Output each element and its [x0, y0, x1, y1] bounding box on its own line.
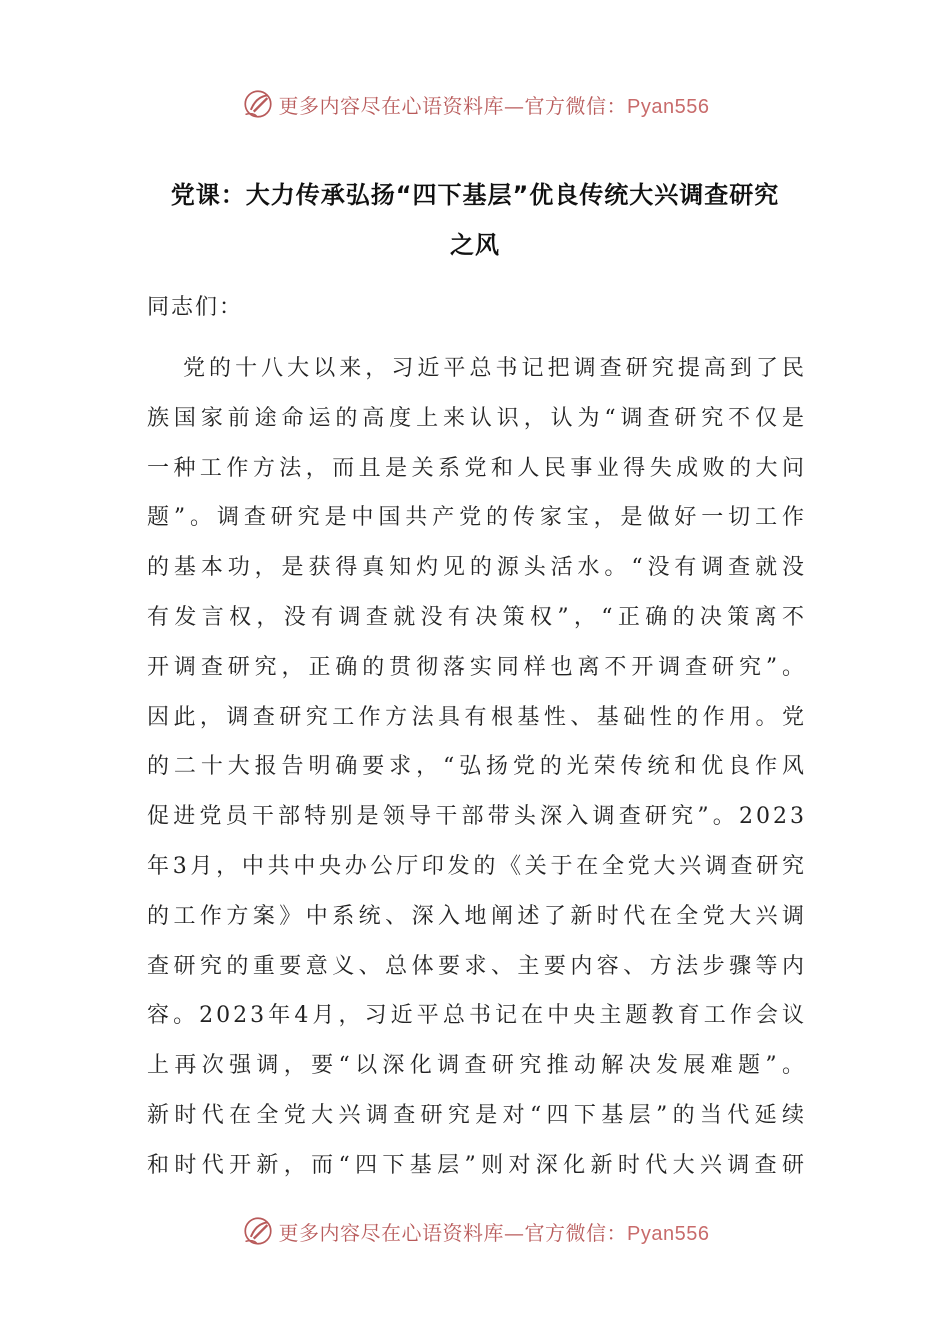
body-line: 一种工作方法，而且是关系党和人民事业得失成败的大问 — [147, 455, 807, 481]
pen-logo-icon — [241, 87, 275, 121]
banner-dash: — — [504, 93, 525, 118]
body-line: 族国家前途命运的高度上来认识，认为“调查研究不仅是 — [147, 405, 807, 431]
wechat-id: Pyan556 — [627, 1222, 710, 1245]
banner-text — [279, 90, 710, 119]
body-line: 促进党员干部特别是领导干部带头深入调查研究”。2023 — [147, 804, 807, 830]
body-line: 题”。调查研究是中国共产党的传家宝，是做好一切工作 — [147, 505, 807, 531]
body-line: 有发言权，没有调查就没有决策权”，“正确的决策离不 — [147, 604, 807, 630]
salutation: 同志们： — [147, 295, 244, 320]
title-line-1: 党课：大力传承弘扬“四下基层”优良传统大兴调查研究 — [170, 181, 780, 209]
banner-text — [279, 1217, 710, 1246]
brand-text: 更多内容尽在心语资料库 — [278, 93, 505, 118]
body-line: 的二十大报告明确要求，“弘扬党的光荣传统和优良作风 — [147, 754, 807, 780]
body-line: 新时代在全党大兴调查研究是对“四下基层”的当代延续 — [147, 1102, 807, 1128]
wechat-label: 官方微信： — [524, 93, 628, 118]
body-line: 容。2023年4月，习近平总书记在中央主题教育工作会议 — [147, 1003, 807, 1029]
header-banner — [0, 82, 950, 126]
body-line: 上再次强调，要“以深化调查研究推动解决发展难题”。 — [147, 1053, 807, 1079]
footer-banner — [0, 1209, 950, 1253]
title-line-2: 之风 — [450, 231, 500, 259]
wechat-label: 官方微信： — [524, 1220, 628, 1245]
body-line: 开调查研究，正确的贯彻落实同样也离不开调查研究”。 — [147, 654, 807, 680]
document-title — [145, 170, 805, 270]
wechat-id: Pyan556 — [627, 95, 710, 118]
body-line: 因此，调查研究工作方法具有根基性、基础性的作用。党 — [147, 704, 807, 730]
brand-text: 更多内容尽在心语资料库 — [278, 1220, 505, 1245]
body-line: 查研究的重要意义、总体要求、主要内容、方法步骤等内 — [147, 953, 807, 979]
body-line: 和时代开新，而“四下基层”则对深化新时代大兴调查研 — [147, 1152, 807, 1178]
body-paragraph — [147, 344, 807, 1191]
pen-logo-icon — [241, 1214, 275, 1248]
body-line: 的工作方案》中系统、深入地阐述了新时代在全党大兴调 — [147, 903, 807, 929]
body-line: 年3月，中共中央办公厅印发的《关于在全党大兴调查研究 — [147, 853, 807, 879]
body-line: 的基本功，是获得真知灼见的源头活水。“没有调查就没 — [147, 555, 807, 581]
banner-dash: — — [504, 1220, 525, 1245]
body-line: 党的十八大以来，习近平总书记把调查研究提高到了民 — [183, 356, 807, 381]
